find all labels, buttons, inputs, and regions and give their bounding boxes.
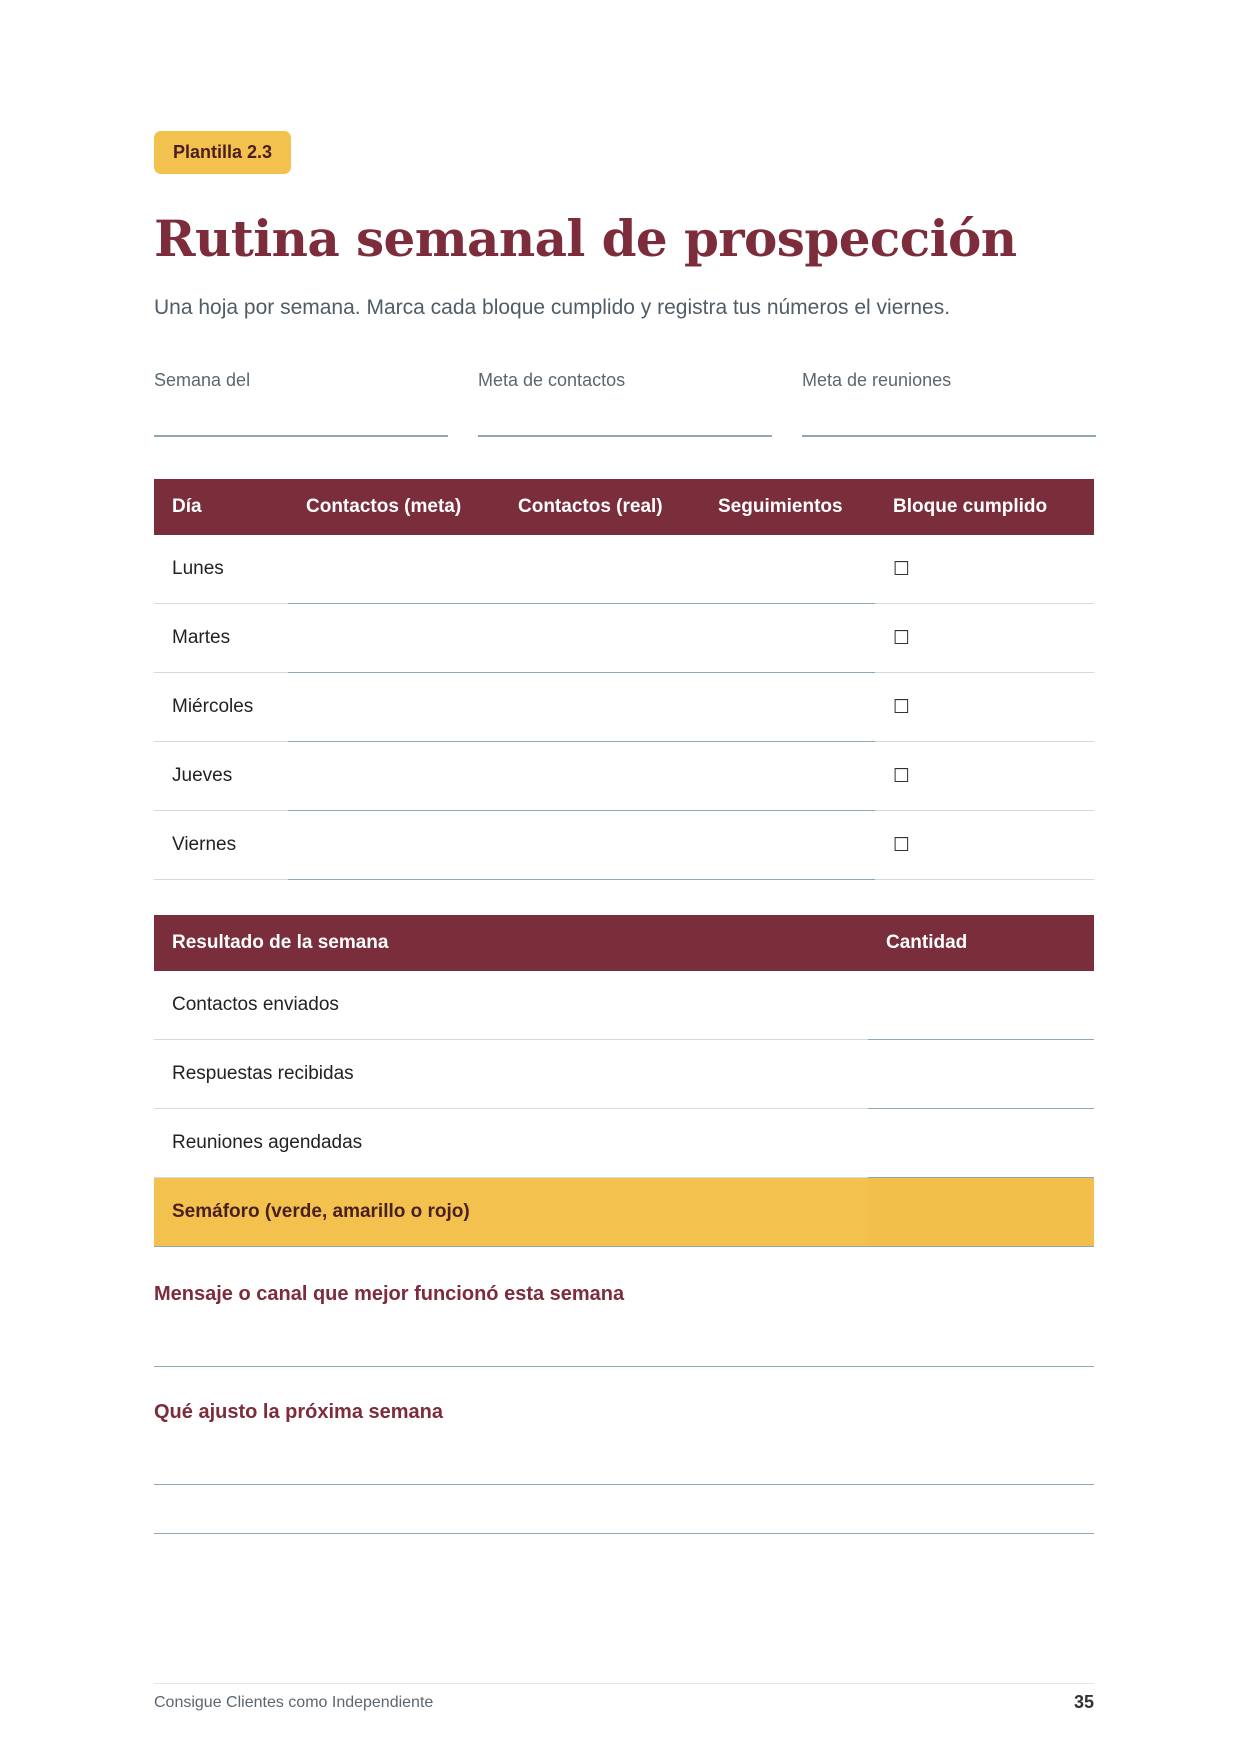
table-row [154,535,1094,604]
contacts-actual-cell[interactable] [500,535,700,604]
weekly-routine-table [154,479,1094,880]
contacts-goal-cell[interactable] [288,535,500,604]
day-label: Lunes [154,535,288,604]
quantity-cell[interactable] [868,1040,1094,1109]
adjust-writing-line[interactable] [154,1533,1094,1534]
table-row [154,971,1094,1040]
quantity-cell[interactable] [868,1109,1094,1178]
block-done-cell [875,742,1094,811]
table-row [154,604,1094,673]
contacts-actual-cell[interactable] [500,604,700,673]
table-header-row [154,915,1094,971]
contacts-goal-cell[interactable] [288,742,500,811]
page-number: 35 [1073,1692,1094,1712]
traffic-light-cell[interactable] [868,1178,1094,1247]
table-header-row [154,479,1094,535]
table-row [154,1109,1094,1178]
checkbox-icon[interactable]: ☐ [893,558,911,580]
contacts-goal-cell[interactable] [288,811,500,880]
footer-divider [154,1683,1094,1684]
follow-ups-cell[interactable] [700,742,875,811]
column-header-block-done: Bloque cumplido [875,479,1094,535]
week-start-label: Semana del [154,370,251,390]
contacts-goal-cell[interactable] [288,604,500,673]
adjust-writing-line[interactable] [154,1484,1094,1485]
best-channel-label: Mensaje o canal que mejor funcionó esta semana [154,1283,625,1305]
day-label: Viernes [154,811,288,880]
result-label: Reuniones agendadas [154,1109,868,1178]
column-header-result: Resultado de la semana [154,915,868,971]
result-label: Contactos enviados [154,971,868,1040]
follow-ups-cell[interactable] [700,811,875,880]
adjust-next-week-label: Qué ajusto la próxima semana [154,1401,443,1423]
table-row [154,811,1094,880]
follow-ups-cell[interactable] [700,673,875,742]
best-channel-writing-line[interactable] [154,1366,1094,1367]
follow-ups-cell[interactable] [700,604,875,673]
result-label: Respuestas recibidas [154,1040,868,1109]
traffic-light-row [154,1178,1094,1247]
worksheet-page [154,0,1094,1754]
contacts-goal-field[interactable] [478,370,772,437]
meetings-goal-field[interactable] [802,370,1096,437]
page-subtitle: Una hoja por semana. Marca cada bloque cumplido y registra tus números el viernes. [154,296,951,319]
footer-book-title: Consigue Clientes como Independiente [154,1694,434,1711]
column-header-quantity: Cantidad [868,915,1094,971]
contacts-actual-cell[interactable] [500,742,700,811]
column-header-day: Día [154,479,288,535]
column-header-contacts-actual: Contactos (real) [500,479,700,535]
block-done-cell [875,673,1094,742]
header-fields [154,370,1094,436]
table-row [154,673,1094,742]
column-header-contacts-goal: Contactos (meta) [288,479,500,535]
template-badge: Plantilla 2.3 [154,131,291,174]
day-label: Miércoles [154,673,288,742]
weekly-results-table [154,915,1094,1247]
day-label: Jueves [154,742,288,811]
contacts-goal-cell[interactable] [288,673,500,742]
contacts-actual-cell[interactable] [500,673,700,742]
checkbox-icon[interactable]: ☐ [893,765,911,787]
follow-ups-cell[interactable] [700,535,875,604]
checkbox-icon[interactable]: ☐ [893,627,911,649]
week-start-field[interactable] [154,370,448,437]
table-row [154,1040,1094,1109]
checkbox-icon[interactable]: ☐ [893,834,911,856]
contacts-goal-label: Meta de contactos [478,370,626,390]
day-label: Martes [154,604,288,673]
quantity-cell[interactable] [868,971,1094,1040]
traffic-light-label: Semáforo (verde, amarillo o rojo) [154,1178,868,1247]
block-done-cell [875,535,1094,604]
block-done-cell [875,811,1094,880]
block-done-cell [875,604,1094,673]
page-title: Rutina semanal de prospección [154,209,1017,268]
checkbox-icon[interactable]: ☐ [893,696,911,718]
column-header-follow-ups: Seguimientos [700,479,875,535]
meetings-goal-label: Meta de reuniones [802,370,952,390]
table-row [154,742,1094,811]
contacts-actual-cell[interactable] [500,811,700,880]
